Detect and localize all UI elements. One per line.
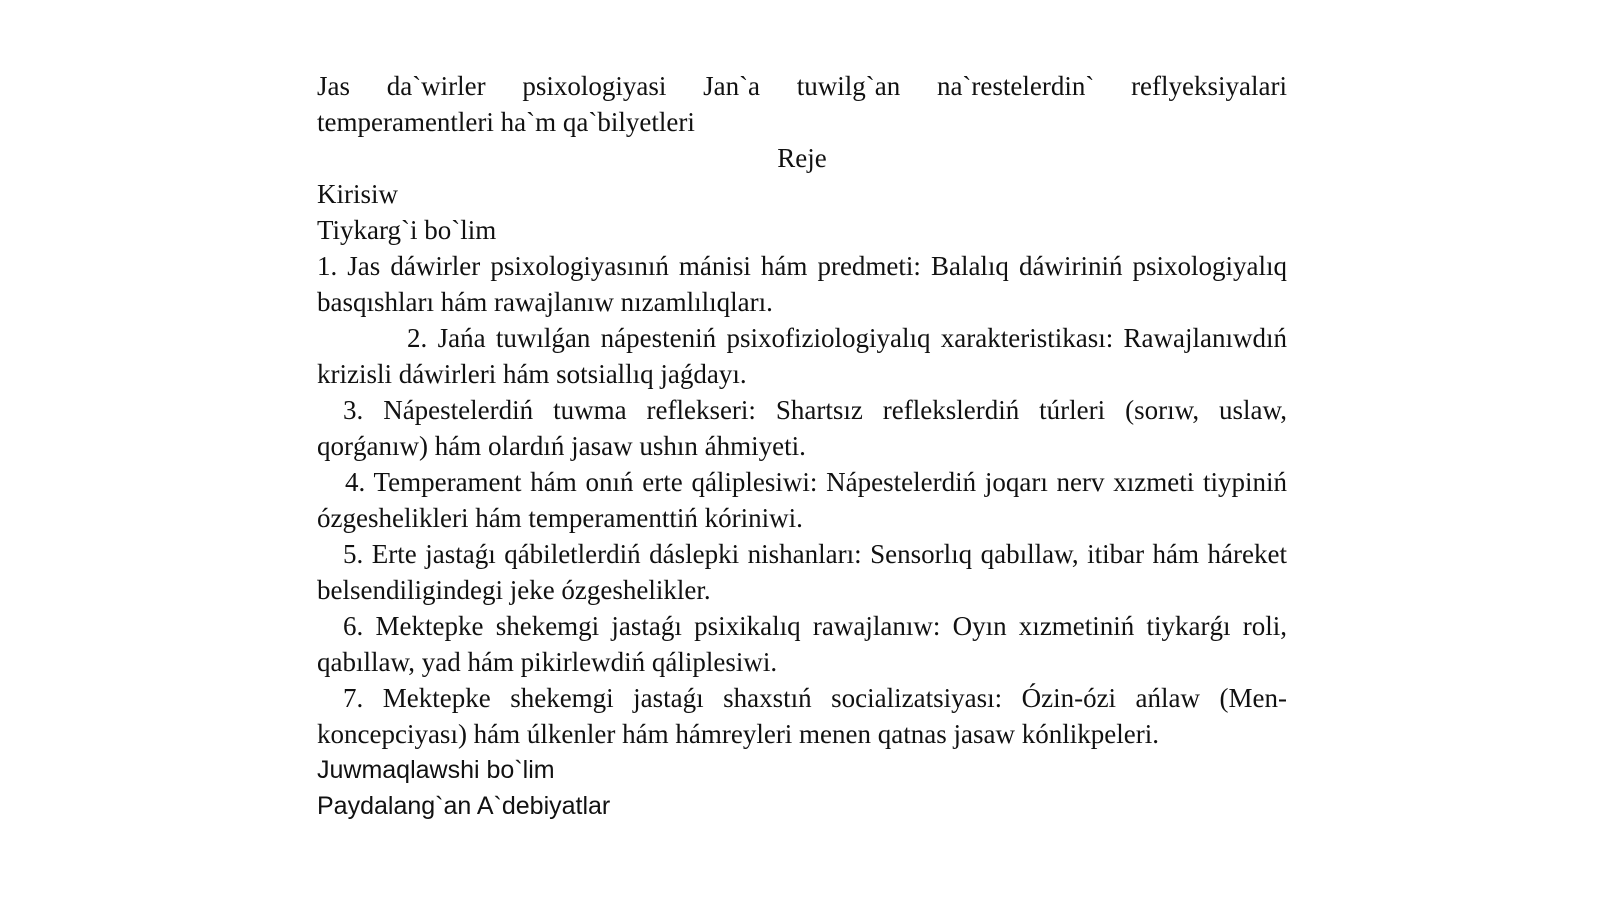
- plan-item-3: 3. Nápestelerdiń tuwma reflekseri: Shartsız reflekslerdiń túrleri (sorıw, uslaw, qorǵanıw) hám olardıń jasaw ushın áhmiyeti.: [317, 395, 1287, 461]
- plan-item-7: 7. Mektepke shekemgi jastaǵı shaxstıń socializatsiyası: Ózin-ózi ańlaw (Men-koncepciyası) hám úlkenler hám hámreyleri menen qatnas jasaw kónlikpeleri.: [317, 683, 1287, 749]
- plan-item-6: 6. Mektepke shekemgi jastaǵı psixikalıq rawajlanıw: Oyın xızmetiniń tiykarǵı roli, qabıllaw, yad hám pikirlewdiń qáliplesiwi.: [317, 611, 1287, 677]
- conclusion-heading: Juwmaqlawshi bo`lim: [317, 756, 555, 784]
- plan-item-5: 5. Erte jastaǵı qábiletlerdiń dáslepki nishanları: Sensorlıq qabıllaw, itibar hám háreket belsendiligindegi jeke ózgeshelikler.: [317, 539, 1287, 605]
- references-heading: Paydalang`an A`debiyatlar: [317, 792, 611, 820]
- document-title: Jas da`wirler psixologiyasi Jan`a tuwilg`an na`restelerdin` reflyeksiyalari temperamentleri ha`m qa`bilyetleri: [317, 71, 1287, 137]
- main-part-heading: Tiykarg`i bo`lim: [317, 215, 497, 245]
- plan-item-2: 2. Jańa tuwılǵan nápesteniń psixofiziologiyalıq xarakteristikası: Rawajlanıwdıń krizisli dáwirleri hám sotsiallıq jaǵdayı.: [317, 323, 1287, 389]
- document-page: [317, 68, 1287, 824]
- intro-heading: Kirisiw: [317, 179, 398, 209]
- plan-heading: Reje: [777, 143, 827, 173]
- plan-item-1: 1. Jas dáwirler psixologiyasınıń mánisi hám predmeti: Balalıq dáwiriniń psixologiyalıq basqıshları hám rawajlanıw nızamlılıqları.: [317, 251, 1287, 317]
- plan-item-4: 4. Temperament hám onıń erte qáliplesiwi: Nápestelerdiń joqarı nerv xızmeti tiypiniń ózgeshelikleri hám temperamenttiń kóriniwi.: [317, 467, 1287, 533]
